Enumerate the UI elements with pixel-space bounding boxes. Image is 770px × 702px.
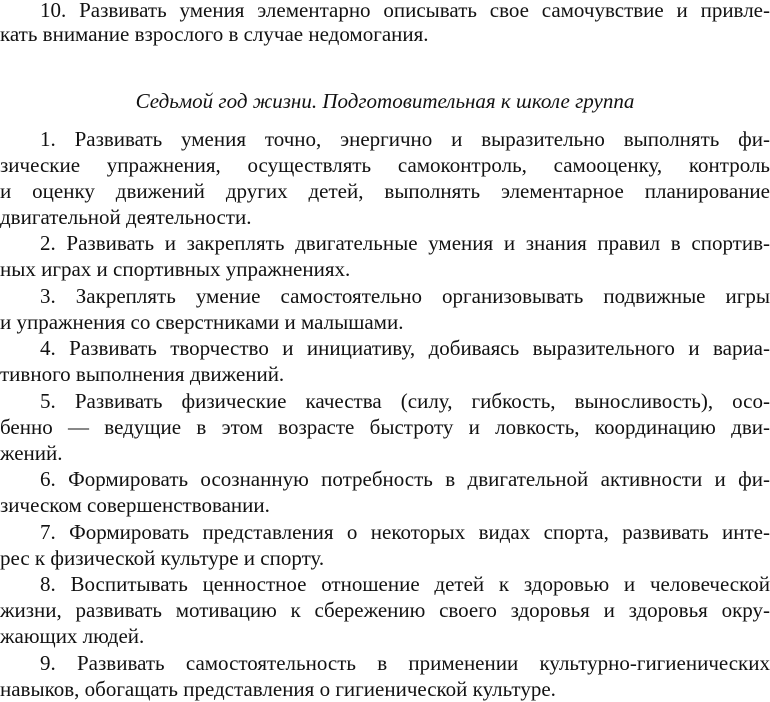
text-line-6: ных играх и спортивных упражнениях. — [0, 257, 351, 281]
text-line-16: 7. Формировать представления о некоторых видах спорта, развивать инте- — [40, 520, 770, 544]
text-line-7: 3. Закреплять умение самостоятельно организовывать подвижные игры — [40, 284, 770, 308]
text-line-12: бенно — ведущие в этом возрасте быстроту и ловкость, координацию дви- — [0, 415, 770, 439]
text-line-15: зическом совершенствовании. — [0, 493, 270, 517]
text-line-14: 6. Формировать осознанную потребность в двигательной активности и фи- — [40, 467, 770, 491]
text-line-17: рес к физической культуре и спорту. — [0, 546, 325, 570]
text-line-9: 4. Развивать творчество и инициативу, добиваясь выразительного и вариа- — [40, 336, 770, 360]
text-line-2: зические упражнения, осуществлять самоконтроль, самооценку, контроль — [0, 153, 770, 177]
text-line-10: тивного выполнения движений. — [0, 362, 285, 386]
intro-line-1: 10. Развивать умения элементарно описывать свое самочувствие и привле- — [40, 0, 770, 22]
text-line-21: 9. Развивать самостоятельность в применении культурно-гигиенических — [40, 651, 770, 675]
text-line-22: навыков, обогащать представления о гигиенической культуре. — [0, 677, 556, 701]
text-line-11: 5. Развивать физические качества (силу, гибкость, выносливость), осо- — [40, 389, 770, 413]
text-line-5: 2. Развивать и закреплять двигательные умения и знания правил в спортив- — [40, 231, 770, 255]
text-line-13: жений. — [0, 441, 63, 465]
text-line-19: жизни, развивать мотивацию к сбережению своего здоровья и здоровья окру- — [0, 598, 770, 622]
text-line-1: 1. Развивать умения точно, энергично и выразительно выполнять фи- — [40, 127, 770, 151]
text-line-4: двигательной деятельности. — [0, 205, 252, 229]
text-line-18: 8. Воспитывать ценностное отношение детей к здоровью и человеческой — [40, 572, 770, 596]
intro-line-2: кать внимание взрослого в случае недомогания. — [0, 22, 429, 46]
text-line-8: и упражнения со сверстниками и малышами. — [0, 310, 404, 334]
text-line-20: жающих людей. — [0, 624, 145, 648]
text-line-3: и оценку движений других детей, выполнять элементарное планирование — [0, 179, 770, 203]
section-heading: Седьмой год жизни. Подготовительная к школе группа — [135, 89, 635, 113]
